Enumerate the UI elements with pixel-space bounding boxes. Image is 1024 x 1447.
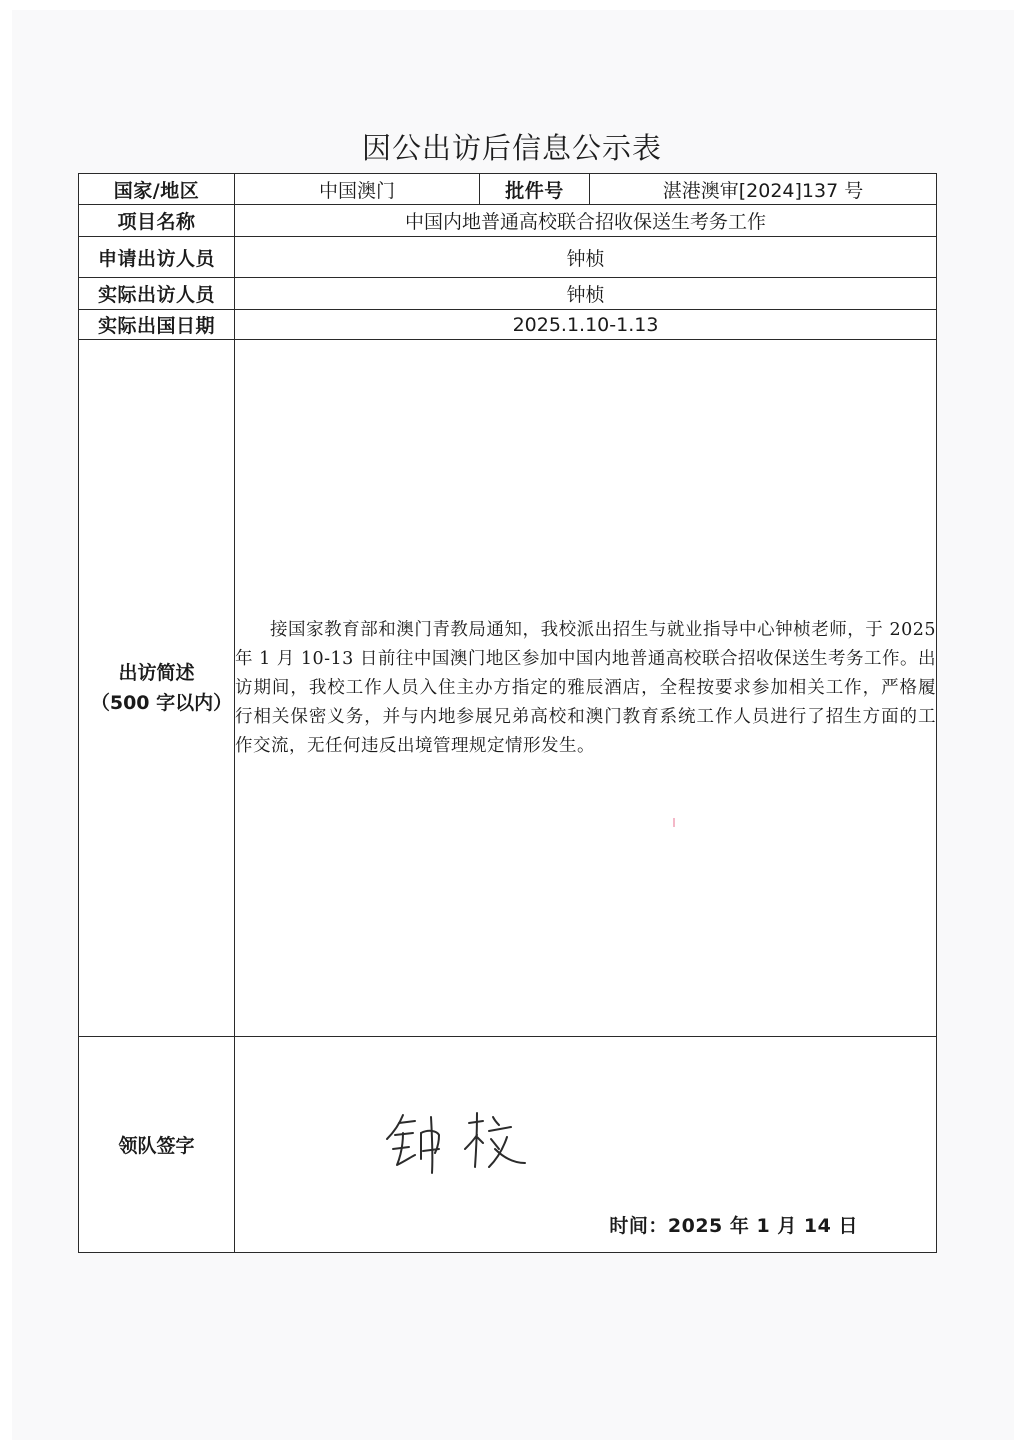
date-value: 2025.1.10-1.13 [235, 310, 937, 340]
summary-label: 出访简述 [118, 662, 195, 684]
disclosure-form-table [78, 173, 937, 1253]
project-label: 项目名称 [79, 205, 235, 237]
summary-text: 接国家教育部和澳门青教局通知，我校派出招生与就业指导中心钟桢老师，于 2025 年 1 月 10-13 日前往中国澳门地区参加中国内地普通高校联合招收保送生考务工作。出访期间，我校工作人员入住主办方指定的雅辰酒店，全程按要求参加相关工作，严格履行相关保密义务，并与内地参展兄弟高校和澳门教育系统工作人员进行了招生方面的工作交流，无任何违反出境管理规定情形发生。 [235, 619, 936, 756]
country-label: 国家/地区 [79, 174, 235, 205]
scan-speck [673, 818, 675, 827]
applicant-label: 申请出访人员 [79, 237, 235, 278]
summary-label-cell [79, 340, 235, 1037]
actual-label: 实际出访人员 [79, 278, 235, 310]
project-value: 中国内地普通高校联合招收保送生考务工作 [235, 205, 937, 237]
date-label: 实际出国日期 [79, 310, 235, 340]
signature-cell [235, 1037, 937, 1253]
row-signature [79, 1037, 937, 1253]
row-date [79, 310, 937, 340]
summary-body-cell [235, 340, 937, 1037]
row-summary [79, 340, 937, 1037]
row-applicant [79, 237, 937, 278]
country-value: 中国澳门 [235, 174, 480, 205]
summary-label-limit: （500 字以内） [90, 692, 233, 714]
actual-value: 钟桢 [235, 278, 937, 310]
approval-label: 批件号 [480, 174, 590, 205]
signature-label: 领队签字 [79, 1037, 235, 1253]
page-title: 因公出访后信息公示表 [361, 131, 662, 165]
row-project [79, 205, 937, 237]
applicant-value: 钟桢 [235, 237, 937, 278]
approval-value: 湛港澳审[2024]137 号 [590, 174, 937, 205]
signature-date: 时间：2025 年 1 月 14 日 [609, 1215, 858, 1237]
row-country [79, 174, 937, 205]
row-actual [79, 278, 937, 310]
handwritten-signature [385, 1109, 535, 1179]
